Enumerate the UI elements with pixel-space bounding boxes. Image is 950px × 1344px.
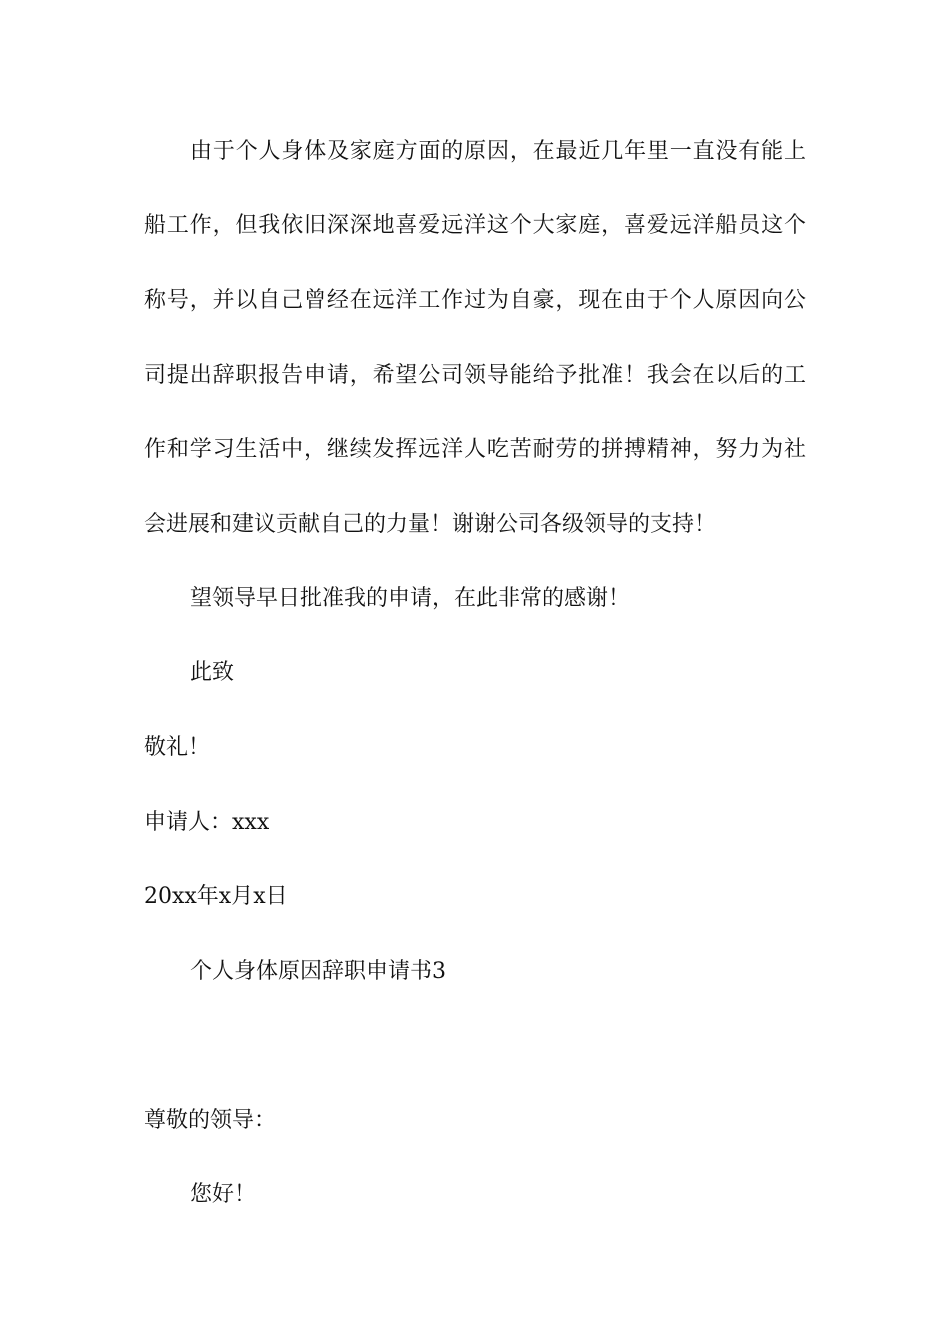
request-paragraph: 望领导早日批准我的申请，在此非常的感谢！ xyxy=(190,586,631,611)
salutation: 尊敬的领导： xyxy=(144,1108,277,1133)
next-letter-title: 个人身体原因辞职申请书3 xyxy=(190,959,446,984)
greeting: 您好！ xyxy=(190,1182,257,1207)
closing-line-1: 此致 xyxy=(190,660,235,685)
paragraph-line-3: 称号，并以自己曾经在远洋工作过为自豪，现在由于个人原因向公 xyxy=(144,288,806,313)
date-line: 20xx年x月x日 xyxy=(144,884,288,909)
paragraph-line-2: 船工作，但我依旧深深地喜爱远洋这个大家庭，喜爱远洋船员这个 xyxy=(144,213,806,238)
applicant-line: 申请人：xxx xyxy=(144,810,270,835)
paragraph-line-1: 由于个人身体及家庭方面的原因，在最近几年里一直没有能上 xyxy=(190,139,806,164)
closing-line-2: 敬礼！ xyxy=(144,735,211,760)
paragraph-line-6: 会进展和建议贡献自己的力量！谢谢公司各级领导的支持！ xyxy=(144,512,717,537)
paragraph-line-5: 作和学习生活中，继续发挥远洋人吃苦耐劳的拼搏精神，努力为社 xyxy=(144,437,806,462)
paragraph-line-4: 司提出辞职报告申请，希望公司领导能给予批准！我会在以后的工 xyxy=(144,363,806,388)
